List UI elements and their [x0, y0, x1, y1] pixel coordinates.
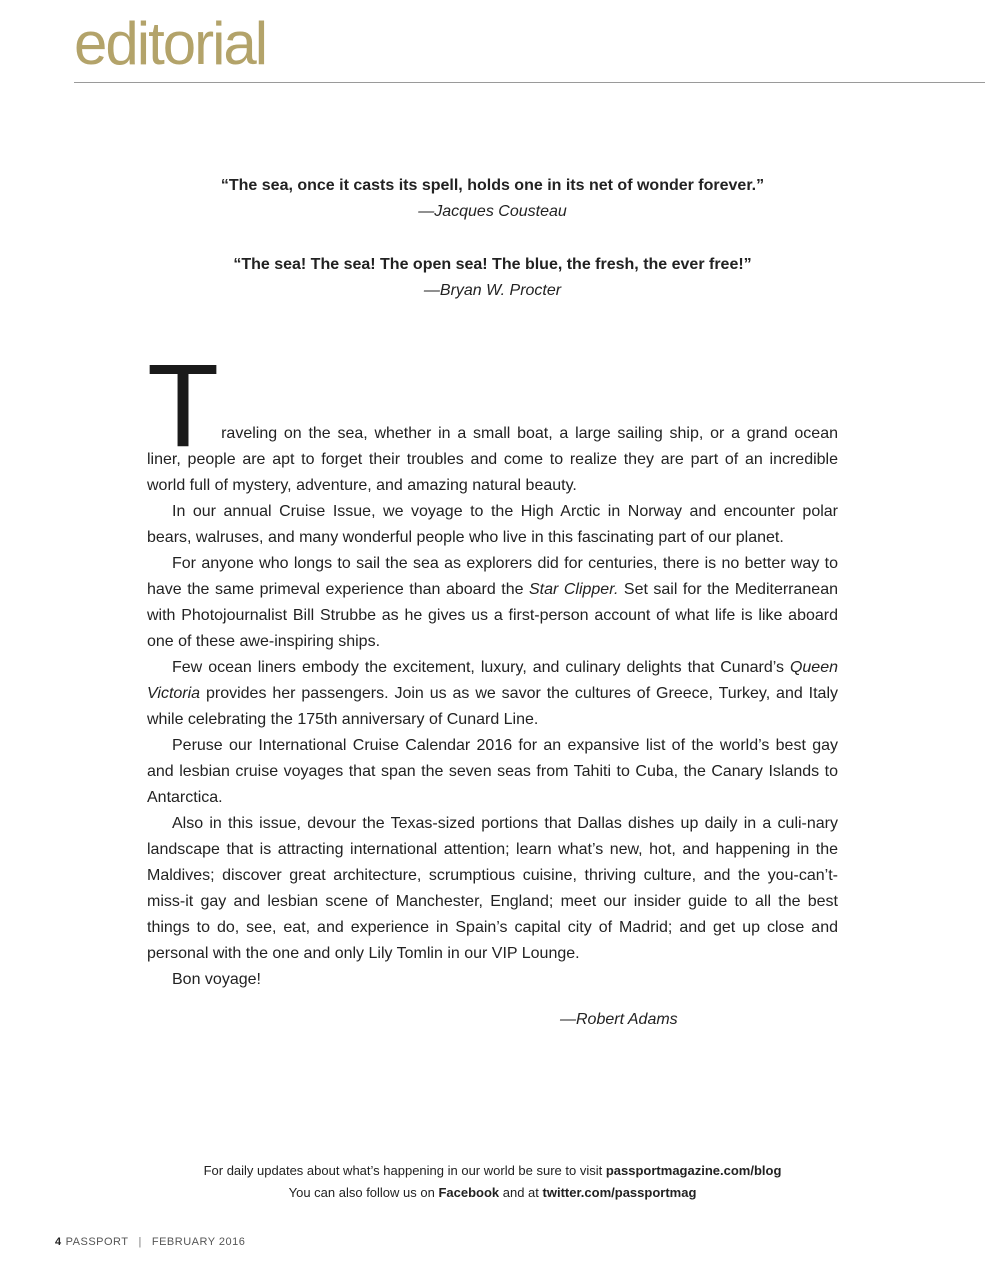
quote-attribution: —Bryan W. Procter: [423, 282, 562, 299]
magazine-name: PASSPORT: [65, 1236, 129, 1248]
paragraph-text: For anyone who longs to sail the sea as explorers did for centuries, there is no better way to have the same primeval experience than aboard the: [147, 555, 838, 598]
footer-text: For daily updates about what’s happening in our world be sure to visit: [203, 1163, 606, 1178]
paragraph-text: Set sail for the Mediterranean with Photojournalist Bill Strubbe as he gives us a first-person account of what life is like aboard one of these awe-inspiring ships.: [147, 581, 838, 650]
author-signoff: —Robert Adams: [560, 1011, 678, 1028]
article-body: [147, 340, 838, 993]
twitter-link[interactable]: twitter.com/passportmag: [542, 1185, 697, 1200]
section-title: editorial: [74, 10, 267, 77]
header-rule: [74, 82, 985, 83]
paragraph-2: In our annual Cruise Issue, we voyage to the High Arctic in Norway and encounter polar bears, walruses, and many wonderful people who live in this fascinating part of our planet.: [147, 503, 838, 546]
paragraph-6: Also in this issue, devour the Texas-sized portions that Dallas dishes up daily in a culi-nary landscape that is attracting international attention; learn what’s new, hot, and happening in the Maldives; discover great architecture, scrumptious cuisine, thriving culture, and the you-can’t-miss-it gay and lesbian scene of Manchester, England; meet our insider guide to all the best things to do, see, eat, and experience in Spain’s capital city of Madrid; and get up close and personal with the one and only Lily Tomlin in our VIP Lounge.: [147, 815, 838, 962]
quote-1: [0, 173, 985, 225]
footer-line-2: [0, 1182, 985, 1204]
paragraph-5: Peruse our International Cruise Calendar 2016 for an expansive list of the world’s best gay and lesbian cruise voyages that span the seven seas from Tahiti to Cuba, the Canary Islands to Antarctica.: [147, 737, 838, 806]
footer-note: [0, 1160, 985, 1204]
issue-date: FEBRUARY 2016: [151, 1236, 246, 1248]
paragraph-text: provides her passengers. Join us as we savor the cultures of Greece, Turkey, and Italy while celebrating the 175th anniversary of Cunard Line.: [147, 685, 838, 728]
page-number: 4: [55, 1236, 62, 1248]
ship-name: Star Clipper.: [529, 581, 619, 598]
paragraph-1: [147, 340, 838, 499]
footer-text: and at: [499, 1185, 543, 1200]
footer-line-1: [0, 1160, 985, 1182]
paragraph-text: raveling on the sea, whether in a small boat, a large sailing ship, or a grand ocean liner, people are apt to forget their troubles and come to realize they are part of an incredible world full of mystery, adventure, and amazing natural beauty.: [147, 425, 838, 494]
quote-text: “The sea, once it casts its spell, holds one in its net of wonder forever.”: [220, 177, 765, 194]
paragraph-7: Bon voyage!: [172, 971, 261, 988]
paragraph-3: [147, 551, 838, 655]
epigraph-quotes: [0, 173, 985, 331]
facebook-link[interactable]: Facebook: [438, 1185, 500, 1200]
quote-attribution: —Jacques Cousteau: [418, 203, 567, 220]
quote-2: [0, 252, 985, 304]
paragraph-text: Few ocean liners embody the excitement, luxury, and culinary delights that Cunard’s: [172, 659, 790, 676]
paragraph-4: [147, 655, 838, 733]
quote-text: “The sea! The sea! The open sea! The blue, the fresh, the ever free!”: [233, 256, 752, 273]
ship-name: Queen Victoria: [147, 659, 838, 702]
page-folio: [55, 1236, 245, 1248]
blog-link[interactable]: passportmagazine.com/blog: [605, 1163, 782, 1178]
footer-text: You can also follow us on: [288, 1185, 439, 1200]
folio-separator: |: [138, 1236, 142, 1248]
drop-cap: T: [147, 340, 220, 472]
